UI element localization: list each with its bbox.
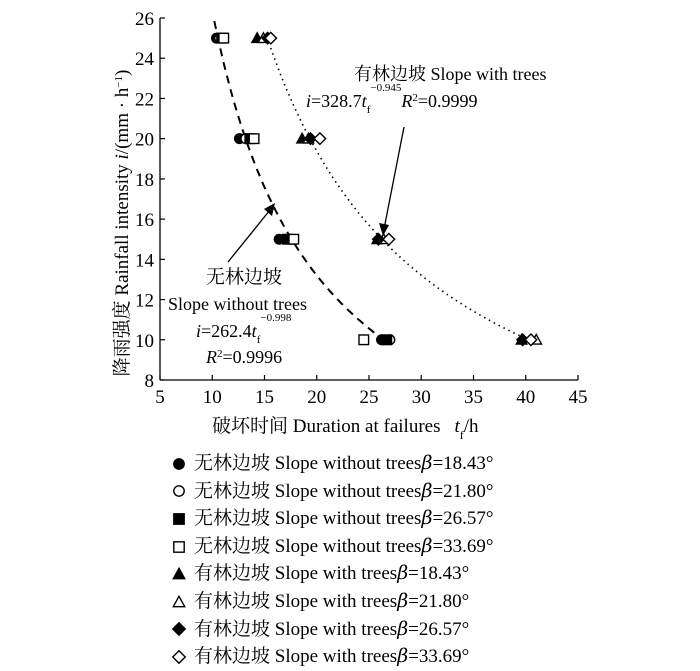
annotation-without-trees-equation (196, 312, 292, 346)
legend-marker-shape (173, 651, 185, 663)
y-tick-label: 24 (135, 49, 154, 71)
legend-beta: β (421, 507, 433, 530)
legend-item (170, 616, 494, 644)
y-tick-label: 14 (135, 250, 154, 272)
legend-value: =33.69° (432, 535, 494, 557)
data-point-square-filled (382, 335, 392, 345)
legend (170, 450, 494, 671)
y-tick-label: 8 (144, 371, 154, 392)
x-tick-label: 20 (307, 387, 327, 408)
eq-with-t: t (361, 91, 367, 111)
x-axis-label-text: 破坏时间 Duration at failures (212, 416, 441, 437)
legend-value: =21.80° (408, 590, 470, 612)
x-tick-label: 35 (464, 387, 483, 408)
eq-with-rval: =0.9999 (417, 91, 478, 111)
y-tick-label: 20 (135, 129, 154, 151)
legend-value: =33.69° (408, 646, 470, 668)
legend-beta: β (421, 534, 433, 557)
annotation-with-trees-label: 有林边坡 Slope with trees (354, 64, 547, 84)
legend-beta: β (421, 452, 433, 474)
y-tick-label: 18 (135, 169, 154, 191)
y-axis-label-unit: /(mm · h (112, 87, 133, 155)
data-point-square-open (289, 234, 299, 244)
legend-marker-shape (173, 568, 184, 578)
legend-beta: β (421, 479, 433, 502)
annotation-without-trees-r2 (205, 347, 282, 367)
y-axis-label-close: ) (112, 69, 133, 76)
legend-label: 有林边坡 Slope with trees (194, 646, 398, 668)
x-tick-label: 40 (516, 387, 536, 408)
legend-label: 无林边坡 Slope without trees (194, 453, 422, 474)
legend-marker (170, 565, 188, 583)
x-tick-label: 30 (411, 387, 431, 408)
legend-beta: β (397, 589, 409, 612)
legend-beta: β (397, 617, 409, 640)
y-tick-label: 10 (135, 330, 154, 352)
legend-label: 无林边坡 Slope without trees (194, 508, 422, 530)
y-axis-label-var: i (112, 154, 133, 160)
x-tick-label: 5 (155, 387, 165, 408)
y-tick-label: 16 (135, 210, 154, 232)
annotation-without-trees-label-en: Slope without trees (168, 294, 307, 314)
legend-item (170, 505, 494, 533)
legend-marker (170, 538, 188, 556)
eq-with-r-exp: 2 (412, 92, 418, 104)
eq-without-t: t (251, 321, 257, 341)
legend-marker (170, 620, 188, 638)
annotation-with-trees-equation (306, 82, 477, 116)
legend-item (170, 560, 494, 588)
eq-without-r: R (206, 347, 217, 367)
x-tick-label: 15 (255, 387, 274, 408)
eq-with-i: i (306, 91, 312, 111)
x-axis-label (212, 415, 479, 442)
legend-marker (170, 593, 188, 611)
legend-marker-shape (173, 623, 185, 635)
x-tick-label: 10 (202, 387, 222, 408)
legend-item (170, 478, 494, 506)
data-point-square-open (249, 134, 259, 144)
arrow-without-trees (228, 210, 270, 262)
legend-item (170, 450, 494, 478)
legend-marker-shape (174, 459, 184, 469)
x-axis-label-unit: /h (463, 416, 479, 437)
legend-marker (170, 455, 188, 473)
eq-without-r-exp: 2 (217, 348, 223, 360)
legend-marker (170, 510, 188, 528)
legend-value: =26.57° (408, 618, 470, 640)
eq-without-coef: =262.4 (201, 321, 252, 341)
legend-label: 无林边坡 Slope without trees (194, 535, 422, 557)
legend-label: 有林边坡 Slope with trees (194, 590, 398, 612)
eq-without-i: i (196, 321, 202, 341)
legend-item (170, 533, 494, 561)
legend-value: =26.57° (432, 508, 494, 530)
y-tick-label: 26 (135, 9, 154, 30)
x-tick-label: 45 (568, 387, 588, 408)
eq-without-exp: −0.998 (260, 312, 292, 324)
arrow-with-trees (384, 127, 404, 229)
eq-with-sub: f (366, 104, 371, 116)
y-axis-label-exp: −1 (113, 75, 125, 88)
legend-value: =18.43° (432, 453, 494, 474)
legend-label: 无林边坡 Slope without trees (194, 480, 422, 502)
eq-with-exp: −0.945 (370, 82, 402, 94)
eq-with-r: R (401, 91, 413, 111)
arrow-without-trees-head (264, 203, 275, 216)
legend-marker (170, 648, 188, 666)
legend-marker-shape (174, 541, 184, 551)
legend-marker (170, 482, 188, 500)
legend-beta: β (397, 645, 409, 668)
x-axis-label-sub: f (459, 428, 464, 442)
legend-label: 有林边坡 Slope with trees (194, 563, 398, 585)
legend-label: 有林边坡 Slope with trees (194, 618, 398, 640)
eq-without-sub: f (256, 334, 261, 346)
data-point-square-open (219, 33, 229, 43)
data-point-square-open (359, 335, 369, 345)
y-axis-label-text: 降雨强度 Rainfall intensity (112, 159, 133, 377)
x-tick-label: 25 (359, 387, 379, 408)
x-axis-label-var: t (454, 416, 460, 437)
annotation-without-trees-label-cn: 无林边坡 (206, 267, 283, 288)
legend-marker-shape (173, 596, 184, 606)
eq-with-coef: =328.7 (311, 91, 362, 111)
legend-beta: β (397, 562, 409, 585)
data-point-diamond-open (314, 133, 326, 145)
legend-marker-shape (174, 486, 184, 496)
legend-item (170, 643, 494, 671)
y-tick-label: 12 (135, 290, 154, 312)
y-tick-label: 22 (135, 89, 154, 111)
legend-value: =18.43° (408, 563, 470, 585)
legend-marker-shape (174, 514, 184, 524)
legend-value: =21.80° (432, 480, 494, 502)
eq-without-rval: =0.9996 (222, 347, 283, 367)
legend-item (170, 588, 494, 616)
y-axis-label (111, 70, 133, 377)
